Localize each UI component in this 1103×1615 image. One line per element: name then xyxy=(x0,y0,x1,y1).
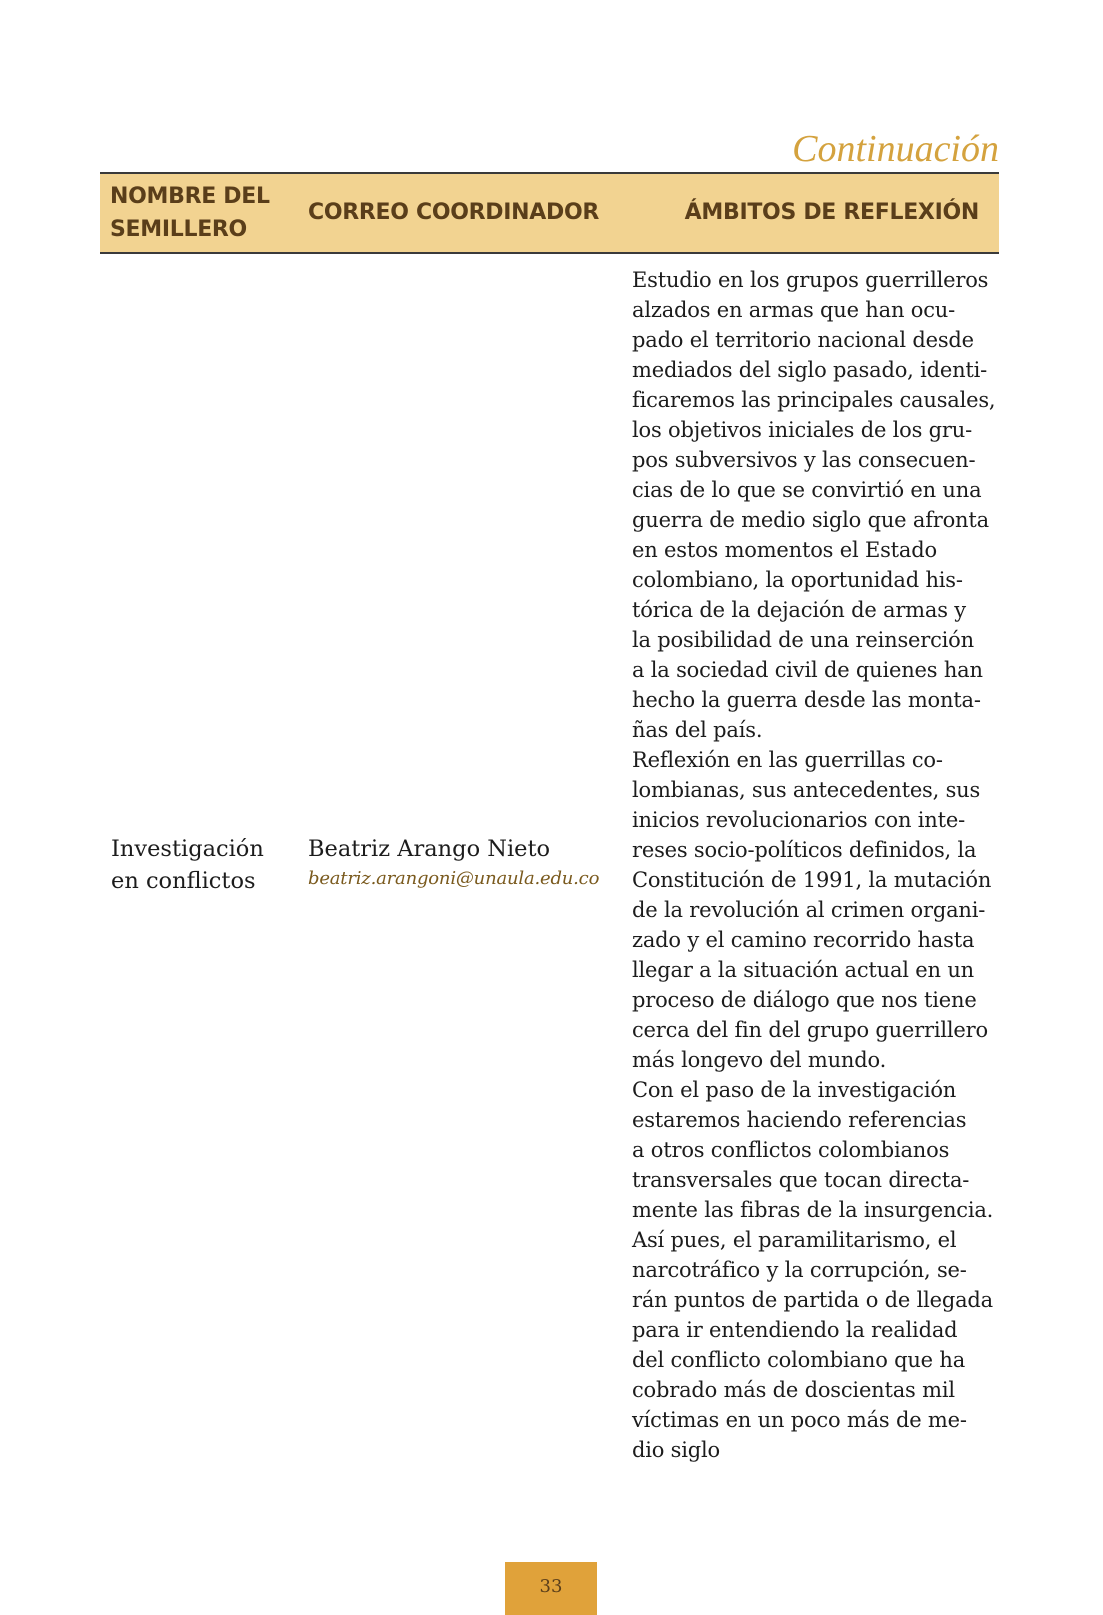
scope-line: más longevo del mundo. xyxy=(632,1048,887,1072)
scope-line: narcotráfico y la corrupción, se- xyxy=(632,1258,967,1282)
scope-line: pado el territorio nacional desde xyxy=(632,328,974,352)
scope-line: transversales que tocan directa- xyxy=(632,1168,970,1192)
scope-line: Con el paso de la investigación xyxy=(632,1078,957,1102)
scope-line: dio siglo xyxy=(632,1438,720,1462)
scope-line: reses socio-políticos definidos, la xyxy=(632,838,977,862)
scope-line: Estudio en los grupos guerrilleros xyxy=(632,268,989,292)
scope-line: proceso de diálogo que nos tiene xyxy=(632,988,977,1012)
header-scope: ÁMBITOS DE REFLEXIÓN xyxy=(684,200,979,225)
header-name-line1: NOMBRE DEL xyxy=(110,184,270,209)
scope-line: mente las fibras de la insurgencia. xyxy=(632,1198,994,1222)
scope-line: los objetivos iniciales de los gru- xyxy=(632,418,972,442)
scope-line: tórica de la dejación de armas y xyxy=(632,598,966,622)
scope-line: cobrado más de doscientas mil xyxy=(632,1378,955,1402)
header-name-line2: SEMILLERO xyxy=(110,217,247,242)
scope-line: a otros conflictos colombianos xyxy=(632,1138,950,1162)
scope-line: a la sociedad civil de quienes han xyxy=(632,658,983,682)
scope-line: alzados en armas que han ocu- xyxy=(632,298,955,322)
scope-line: Reflexión en las guerrillas co- xyxy=(632,748,943,772)
scope-line: zado y el camino recorrido hasta xyxy=(632,928,975,952)
seedbed-name-line1: Investigación xyxy=(111,836,264,862)
scope-line: del conflicto colombiano que ha xyxy=(632,1348,966,1372)
continuation-label: Continuación xyxy=(792,128,999,170)
coordinator-name: Beatriz Arango Nieto xyxy=(308,836,551,862)
scope-line: en estos momentos el Estado xyxy=(632,538,937,562)
scope-line: ficaremos las principales causales, xyxy=(632,388,996,412)
scope-line: Constitución de 1991, la mutación xyxy=(632,868,992,892)
scope-line: lombianas, sus antecedentes, sus xyxy=(632,778,981,802)
seedbed-table xyxy=(100,172,999,254)
coordinator-email[interactable]: beatriz.arangoni@unaula.edu.co xyxy=(308,868,600,889)
header-name xyxy=(110,180,290,246)
scope-line: para ir entendiendo la realidad xyxy=(632,1318,958,1342)
scope-line: ñas del país. xyxy=(632,718,763,742)
scope-line: cerca del fin del grupo guerrillero xyxy=(632,1018,988,1042)
scope-line: guerra de medio siglo que afronta xyxy=(632,508,989,532)
scope-line: rán puntos de partida o de llegada xyxy=(632,1288,993,1312)
scope-line: colombiano, la oportunidad his- xyxy=(632,568,963,592)
scope-line: llegar a la situación actual en un xyxy=(632,958,974,982)
page-number: 33 xyxy=(505,1562,597,1615)
scope-line: cias de lo que se convirtió en una xyxy=(632,478,982,502)
scope-line: víctimas en un poco más de me- xyxy=(632,1408,967,1432)
seedbed-name-line2: en conflictos xyxy=(111,868,256,894)
scope-line: estaremos haciendo referencias xyxy=(632,1108,967,1132)
scope-line: mediados del siglo pasado, identi- xyxy=(632,358,988,382)
scope-line: la posibilidad de una reinserción xyxy=(632,628,974,652)
scope-line: Así pues, el paramilitarismo, el xyxy=(632,1228,957,1252)
header-coordinator: CORREO COORDINADOR xyxy=(308,200,599,225)
table-header xyxy=(100,172,999,254)
scope-line: de la revolución al crimen organi- xyxy=(632,898,986,922)
scope-line: inicios revolucionarios con inte- xyxy=(632,808,965,832)
scope-text xyxy=(632,265,996,1465)
seedbed-name xyxy=(111,833,291,897)
scope-line: hecho la guerra desde las monta- xyxy=(632,688,981,712)
scope-line: pos subversivos y las consecuen- xyxy=(632,448,976,472)
coordinator-cell xyxy=(308,833,608,893)
